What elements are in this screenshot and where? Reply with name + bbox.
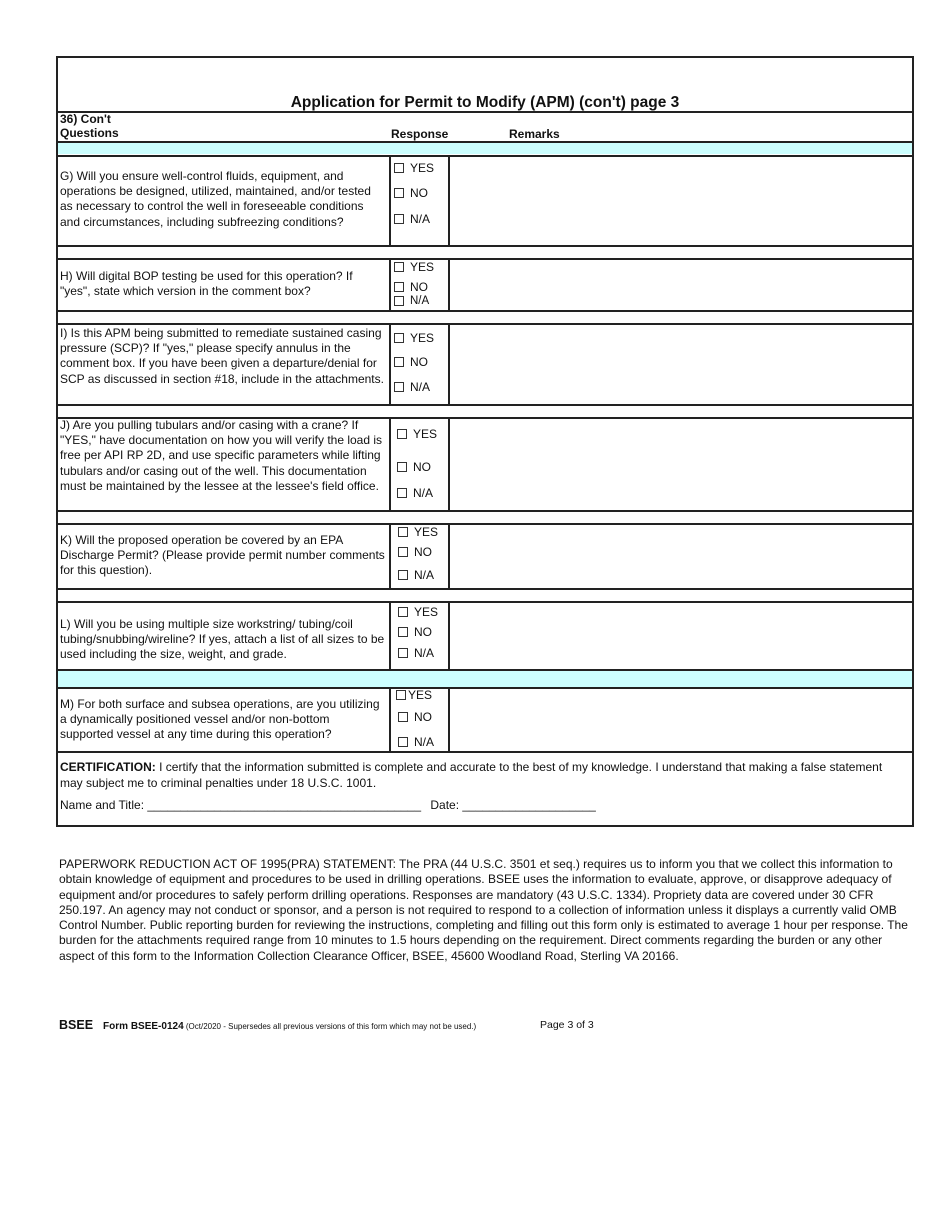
option-label: NO <box>410 355 428 369</box>
divider <box>389 417 391 510</box>
option-no[interactable] <box>398 545 432 559</box>
divider <box>58 111 912 113</box>
checkbox-h-no[interactable] <box>394 282 404 292</box>
checkbox-g-no[interactable] <box>394 188 404 198</box>
divider <box>389 687 391 751</box>
option-na[interactable] <box>394 212 430 226</box>
checkbox-m-no[interactable] <box>398 712 408 722</box>
checkbox-m-na[interactable] <box>398 737 408 747</box>
divider <box>58 687 912 689</box>
option-yes[interactable] <box>394 161 434 175</box>
option-label: N/A <box>410 212 431 226</box>
option-label: YES <box>410 161 435 175</box>
checkbox-i-na[interactable] <box>394 382 404 392</box>
question-m: M) For both surface and subsea operations, are you utilizing a dynamically positioned vessel and/or non-bottom supported vessel at any time during this operation? <box>60 697 380 742</box>
checkbox-k-na[interactable] <box>398 570 408 580</box>
checkbox-i-no[interactable] <box>394 357 404 367</box>
option-yes[interactable] <box>394 331 434 345</box>
certification-label: CERTIFICATION: <box>60 760 156 774</box>
divider <box>389 155 391 245</box>
option-label: YES <box>414 525 439 539</box>
response-header: Response <box>391 127 449 141</box>
version-note: (Oct/2020 - Supersedes all previous versions of this form which may not be used.) <box>183 1022 477 1031</box>
option-no[interactable] <box>394 355 428 369</box>
option-label: YES <box>413 427 438 441</box>
divider <box>58 588 912 590</box>
cyan-band <box>58 671 912 687</box>
form-title: Application for Permit to Modify (APM) (con't) page 3 <box>290 94 680 111</box>
option-label: YES <box>410 331 435 345</box>
divider <box>58 523 912 525</box>
divider <box>389 323 391 404</box>
question-i: I) Is this APM being submitted to remediate sustained casing pressure (SCP)? If "yes," please specify annulus in the comment box. If you have been given a departure/denial for SCP as discussed in section #18, include in the attachments. <box>60 326 384 386</box>
question-j: J) Are you pulling tubulars and/or casing with a crane? If "YES," have documentation on how you will verify the load is free per API RP 2D, and use specific parameters while lifting tubulars and/or casing out of the well. This documentation must be maintained by the lessee at the lessee's field office. <box>60 418 383 493</box>
question-g: G) Will you ensure well-control fluids, equipment, and operations be designed, utilized, maintained, and/or tested as necessary to control the well in foreseeable conditions and circumstances, including subfreezing conditions? <box>60 169 371 229</box>
certification-text: I certify that the information submitted is complete and accurate to the best of my knowledge. I understand that making a false statement may subject me to criminal penalties under 18 U.S.C. 1001. <box>60 760 883 790</box>
footer <box>59 1018 594 1032</box>
checkbox-l-no[interactable] <box>398 627 408 637</box>
option-no[interactable] <box>394 280 428 294</box>
option-yes[interactable] <box>396 688 432 702</box>
option-label: N/A <box>410 295 430 307</box>
checkbox-j-no[interactable] <box>397 462 407 472</box>
divider <box>389 523 391 588</box>
option-na[interactable] <box>398 646 434 660</box>
option-na[interactable] <box>398 735 434 749</box>
divider <box>448 323 450 404</box>
option-no[interactable] <box>398 625 432 639</box>
checkbox-j-na[interactable] <box>397 488 407 498</box>
checkbox-l-yes[interactable] <box>398 607 408 617</box>
question-l: L) Will you be using multiple size workstring/ tubing/coil tubing/snubbing/wireline? If yes, attach a list of all sizes to be used including the size, weight, and grade. <box>60 617 385 662</box>
checkbox-h-na[interactable] <box>394 296 404 306</box>
option-label: NO <box>410 186 428 200</box>
name-title-field[interactable]: Name and Title: _________________________________________ <box>60 798 422 812</box>
option-na[interactable] <box>394 380 430 394</box>
divider <box>58 310 912 312</box>
checkbox-k-no[interactable] <box>398 547 408 557</box>
divider <box>448 523 450 588</box>
divider <box>448 155 450 245</box>
divider <box>58 510 912 512</box>
form-number: Form BSEE-0124 <box>103 1021 184 1032</box>
divider <box>448 417 450 510</box>
questions-label: Questions <box>60 126 119 140</box>
checkbox-i-yes[interactable] <box>394 333 404 343</box>
divider <box>58 404 912 406</box>
option-label: NO <box>410 280 428 294</box>
option-yes[interactable] <box>398 605 438 619</box>
option-yes[interactable] <box>394 260 434 274</box>
signature-line <box>60 798 596 812</box>
divider <box>58 155 912 157</box>
questions-header <box>60 112 119 140</box>
option-na[interactable] <box>398 568 434 582</box>
checkbox-g-na[interactable] <box>394 214 404 224</box>
checkbox-m-yes[interactable] <box>396 690 406 700</box>
option-label: N/A <box>413 486 434 500</box>
divider <box>58 601 912 603</box>
option-label: YES <box>410 260 435 274</box>
question-h: H) Will digital BOP testing be used for this operation? If "yes", state which version in the comment box? <box>60 269 353 299</box>
divider <box>58 245 912 247</box>
divider <box>58 751 912 753</box>
option-label: N/A <box>414 646 435 660</box>
divider <box>448 258 450 310</box>
checkbox-k-yes[interactable] <box>398 527 408 537</box>
option-label: N/A <box>414 735 435 749</box>
divider <box>58 258 912 260</box>
cyan-band <box>58 143 912 154</box>
option-label: NO <box>413 460 431 474</box>
option-no[interactable] <box>398 710 432 724</box>
divider <box>58 323 912 325</box>
divider <box>448 601 450 669</box>
option-label: YES <box>414 605 439 619</box>
checkbox-l-na[interactable] <box>398 648 408 658</box>
option-yes[interactable] <box>398 525 438 539</box>
paperwork-statement: PAPERWORK REDUCTION ACT OF 1995(PRA) STATEMENT: The PRA (44 U.S.C. 3501 et seq.) requires us to inform you that we collect this information to obtain knowledge of equipment and procedures to be used in drilling operations. BSEE uses the information to evaluate, approve, or disapprove adequacy of equipment and/or procedures to safely perform drilling operations. Responses are mandatory (43 U.S.C. 1334). Propriety data are covered under 30 CFR 250.197. An agency may not conduct or sponsor, and a person is not required to respond to a collection of information unless it displays a currently valid OMB Control Number. Public reporting burden for reviewing the instructions, completing and filling out this form only is estimated to average 1 hour per response. The burden for the attachments required range from 10 minutes to 1.5 hours depending on the requirement. Direct comments regarding the burden or any other aspect of this form to the Information Collection Clearance Officer, BSEE, 45600 Woodland Road, Sterling VA 20166. <box>59 857 908 963</box>
checkbox-h-yes[interactable] <box>394 262 404 272</box>
date-field[interactable]: Date: ____________________ <box>430 798 596 812</box>
remarks-header: Remarks <box>509 127 560 141</box>
option-label: NO <box>414 710 432 724</box>
option-label: N/A <box>410 380 431 394</box>
option-label: NO <box>414 625 432 639</box>
option-label: N/A <box>414 568 435 582</box>
agency-label: BSEE <box>59 1018 94 1032</box>
question-k: K) Will the proposed operation be covered by an EPA Discharge Permit? (Please provide permit number comments for this question). <box>60 533 385 578</box>
option-label: NO <box>414 545 432 559</box>
divider <box>389 258 391 310</box>
section-label: 36) Con't <box>60 112 111 126</box>
option-na[interactable] <box>397 486 433 500</box>
option-na[interactable] <box>394 295 429 307</box>
divider <box>448 687 450 751</box>
option-no[interactable] <box>394 186 428 200</box>
option-yes[interactable] <box>397 427 437 441</box>
certification <box>60 760 908 791</box>
option-no[interactable] <box>397 460 431 474</box>
form-frame <box>56 56 914 827</box>
checkbox-j-yes[interactable] <box>397 429 407 439</box>
page-number: Page 3 of 3 <box>540 1019 594 1031</box>
checkbox-g-yes[interactable] <box>394 163 404 173</box>
divider <box>389 601 391 669</box>
option-label: YES <box>408 688 433 702</box>
